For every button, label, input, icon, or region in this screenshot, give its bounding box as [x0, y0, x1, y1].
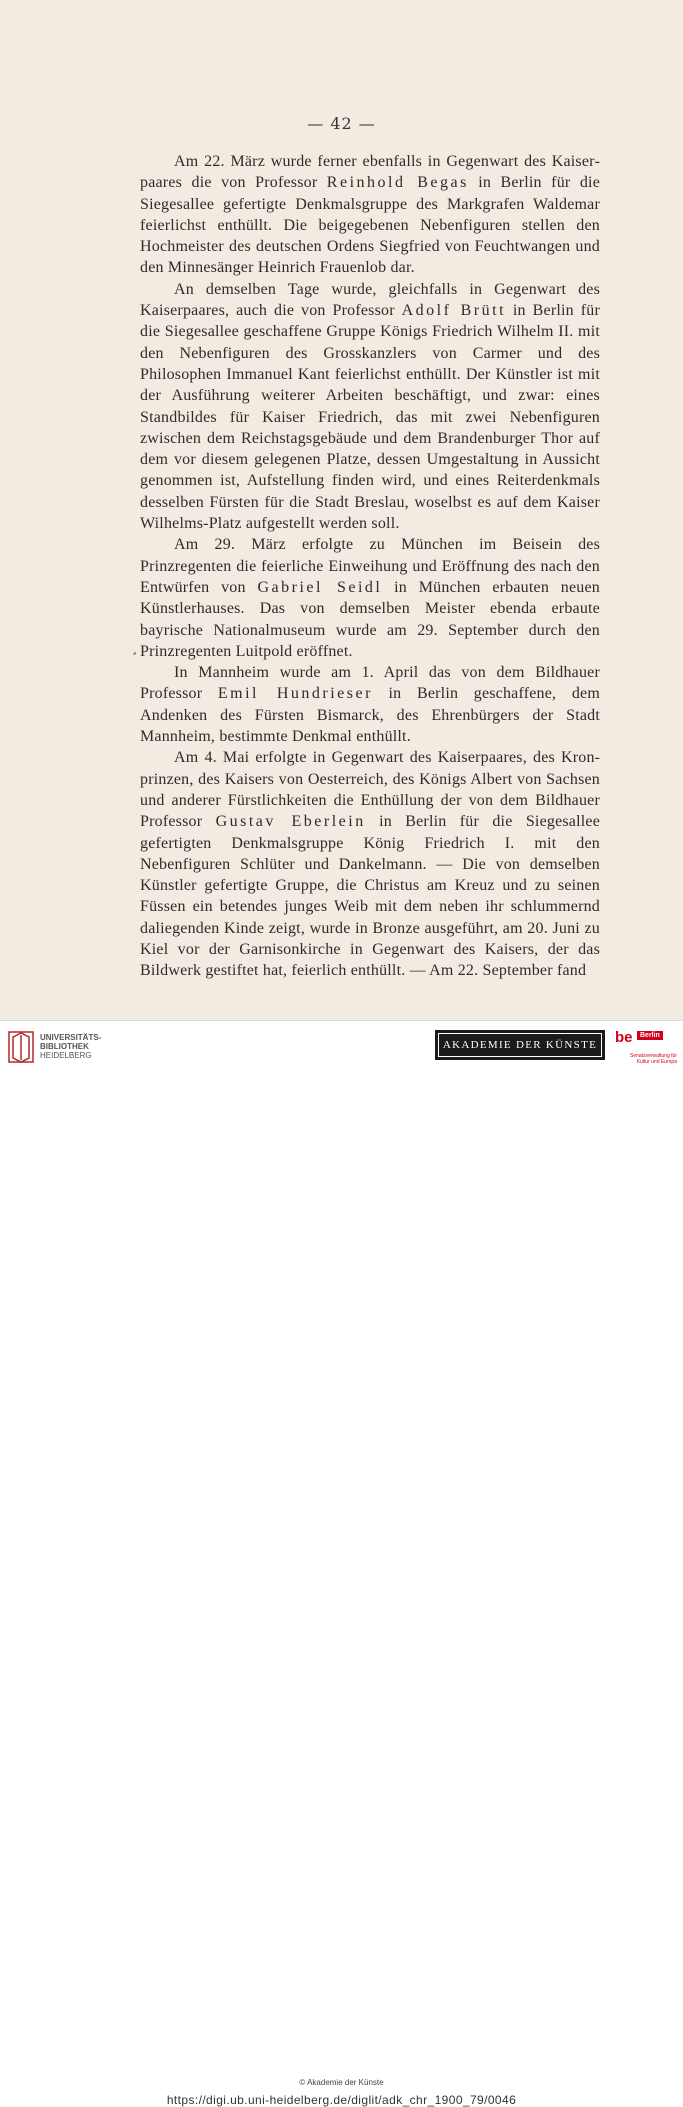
text-run: An demselben Tage wurde, gleichfalls in Gegenwart des Kaiserpaares, auch die von Professor	[140, 280, 600, 320]
text-run: in München erbauten neuen Künstlerhauses. Das von demselben Meister ebenda erbaute bayrische Nationalmuseum wurde am 29. September durch den Prinzregenten Luitpold eröffnet.	[140, 578, 600, 660]
akademie-label: AKADEMIE DER KÜNSTE	[438, 1033, 602, 1057]
paragraph	[140, 279, 600, 535]
text-run: in Berlin für die Siegesallee gefertigten Denkmalsgruppe König Friedrich I. mit den Nebenfiguren Schlüter und Dankelmann. — Die von demselben Künstler gefertigte Gruppe, die Christus am Kreuz und zu seinen Füssen ein betendes junges Weib mit dem neben ihr schlummernd daliegenden Kinde zeigt, wurde in Bronze ausgeführt, am 20. Juni zu Kiel vor der Garnisonkirche in Gegenwart des Kaisers, der das Bildwerk gestiftet hat, feierlich enthüllt. — Am 22. September fand	[140, 813, 601, 980]
paragraph	[140, 662, 600, 747]
berlin-logo-tag: Berlin	[637, 1031, 663, 1040]
person-name: Gabriel Seidl	[257, 578, 383, 596]
library-name-line2: BIBLIOTHEK	[40, 1041, 89, 1051]
paragraph	[140, 534, 600, 662]
scanned-page	[0, 0, 683, 1020]
text-run: In Mannheim wurde am 1. April das von dem Bildhauer Professor	[140, 664, 600, 703]
paragraph	[140, 151, 600, 279]
library-name-line1: UNIVERSITÄTS-	[40, 1032, 102, 1042]
person-name: Gustav Eberlein	[215, 813, 366, 831]
body-text	[140, 151, 600, 982]
text-run: in Berlin für die Siegesallee geschaffene Gruppe Königs Friedrich Wilhelm II. mit den Nebenfiguren des Grosskanzlers von Carmer und des Philosophen Immanuel Kant feierlichst enthüllt. Der Künstler ist mit der Ausführung weiterer Arbeiten beschäftigt, und zwar: eines Standbildes für Kaiser Friedrich, das mit zwei Nebenfiguren zwischen dem Reichstagsgebäude und dem Brandenburger Thor auf dem vor diesem gelegenen Platze, dessen Umgestaltung in Aussicht genommen ist, Aufstellung finden wird, und eines Reiterdenkmals desselben Fürsten für die Stadt Breslau, woselbst es auf dem Kaiser Wilhelms-Platz aufgestellt werden soll.	[140, 302, 600, 533]
text-run: Am 22. März wurde ferner ebenfalls in Gegenwart des Kaiserpaares die von Professor	[140, 153, 600, 192]
text-run: in Berlin für die Siegesallee gefertigte Denkmalsgruppe des Markgrafen Waldemar feierlichst enthüllt. Die beigegebenen Nebenfiguren stellen den Hochmeister des deutschen Ordens Siegfried von Feuchtwangen und den Minnesänger Heinrich Frauenlob dar.	[140, 174, 601, 277]
university-library-logo[interactable]	[8, 1029, 101, 1063]
permalink-url[interactable]: https://digi.ub.uni-heidelberg.de/diglit/adk_chr_1900_79/0046	[166, 2093, 517, 2107]
akademie-der-kuenste-logo[interactable]	[435, 1030, 605, 1060]
footer	[0, 1020, 683, 2107]
stray-mark: ¸	[131, 640, 138, 656]
berlin-senate-logo[interactable]	[615, 1029, 677, 1071]
text-run: in Berlin geschaffene, dem Andenken des Fürsten Bismarck, des Ehrenbürgers der Stadt Mannheim, bestimmte Denkmal enthüllt.	[140, 685, 600, 746]
person-name: Emil Hundrieser	[217, 685, 373, 703]
person-name: Reinhold Begas	[326, 174, 469, 192]
university-library-icon	[8, 1029, 34, 1063]
person-name: Adolf Brütt	[401, 302, 507, 320]
text-run: Am 4. Mai erfolgte in Gegenwart des Kaiserpaares, des Kronprinzen, des Kaisers von Oesterreich, des Königs Albert von Sachsen und anderer Fürstlichkeiten die Enthüllung der von dem Bildhauer Professor	[140, 749, 600, 831]
paragraph	[140, 747, 600, 981]
berlin-logo-prefix: be	[615, 1029, 633, 1046]
library-name-line3: HEIDELBERG	[40, 1050, 92, 1060]
page-number: — 42 —	[307, 114, 376, 133]
text-run: Am 29. März erfolgte zu München im Beisein des Prinzregenten die feierliche Einweihung und Eröffnung des nach den Entwürfen von	[140, 536, 600, 596]
copyright-notice: © Akademie der Künste	[299, 2078, 384, 2087]
berlin-logo-subtitle: Senatsverwaltung für Kultur und Europa	[630, 1053, 677, 1065]
